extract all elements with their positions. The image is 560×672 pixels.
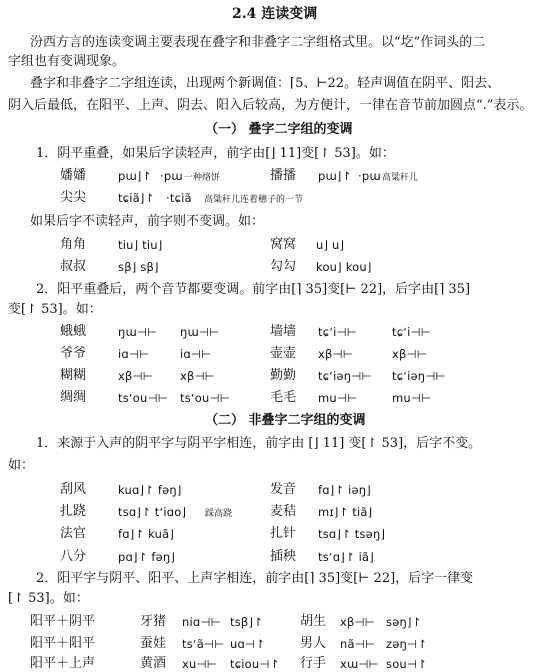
ipa-transcription: tsʻã⊣⊢: [182, 637, 225, 651]
ipa-transcription: iɑ⊣⊢: [180, 347, 212, 361]
example-word: 扎针: [270, 526, 297, 541]
ipa-transcription: uɑ⊣↾: [230, 637, 266, 651]
ipa-transcription: fɑ⌋↾ iəŋ⌋: [318, 483, 371, 497]
tone-category: 阳平＋阴平: [30, 614, 96, 629]
example-word: 黄酒: [140, 656, 167, 671]
example-word: 毛毛: [270, 390, 297, 405]
rule-text: 如果后字不读轻声，前字则不变调。如：: [30, 214, 265, 229]
ipa-transcription: xɯ⊣⊢: [340, 657, 379, 671]
rule-text: 变[↾ 53]。如：: [8, 302, 102, 317]
ipa-transcription: kou⌋ kou⌋: [316, 260, 372, 274]
example-word: 壶壶: [270, 346, 297, 361]
ipa-transcription: iɑ⊣⊢: [118, 347, 150, 361]
example-word: 叔叔: [60, 259, 87, 274]
ipa-transcription: ·pɯ: [358, 169, 381, 183]
section-title: 2.4 连读变调: [232, 6, 318, 22]
gloss-note: 踩高跷: [205, 509, 233, 519]
intro-line: 阴入后最低，在阳平、上声、阴去、阳入后较高，为方便计，一律在音节前加圆点“.”表示。: [8, 98, 533, 113]
ipa-transcription: tɕiou⊣↾: [230, 657, 280, 671]
example-word: 嬏嬏: [60, 168, 87, 183]
intro-line: 字组也有变调现象。: [8, 54, 126, 69]
example-word: 爷爷: [60, 346, 87, 361]
ipa-transcription: ŋɯ⊣⊢: [118, 325, 158, 339]
ipa-transcription: pɯ⌋↾: [318, 169, 352, 183]
example-word: 行手: [300, 656, 327, 671]
ipa-transcription: səŋ⌋↾: [386, 615, 422, 629]
ipa-transcription: tsβ⌋↾: [230, 615, 263, 629]
ipa-transcription: tɕʻiəŋ⊣⊢: [392, 369, 446, 383]
intro-line: 汾西方言的连读变调主要表现在叠字和非叠字二字组格式里。以“圪”作词头的二: [30, 35, 486, 50]
example-word: 男人: [300, 636, 327, 651]
example-word: 牙猪: [140, 614, 167, 629]
ipa-transcription: zəŋ⊣↾: [386, 637, 428, 651]
ipa-transcription: tsɑ⌋↾ tʻiɑo⌋: [118, 505, 187, 519]
example-word: 蚕娃: [140, 636, 167, 651]
rule-text: 2．阳平重叠后，两个音节都要变调。前字由[⌉ 35]变[⊢ 22]，后字由[⌉ 35]: [36, 282, 471, 297]
example-word: 勾勾: [270, 259, 297, 274]
ipa-transcription: ·tɕiã: [166, 191, 192, 205]
tone-category: 阳平＋阳平: [30, 636, 96, 651]
ipa-transcription: tsʻɑ⌋↾ iã⌋: [318, 550, 374, 564]
ipa-transcription: u⌋ u⌋: [316, 238, 345, 252]
ipa-transcription: tsʻou⊣⊢: [118, 391, 168, 405]
example-word: 发音: [270, 482, 297, 497]
example-word: 扎跷: [60, 504, 87, 519]
ipa-transcription: sβ⌋ sβ⌋: [118, 260, 159, 274]
ipa-transcription: mu⊣⊢: [318, 391, 358, 405]
ipa-transcription: xβ⊣⊢: [118, 369, 153, 383]
example-word: 胡生: [300, 614, 327, 629]
ipa-transcription: xu⊣⊢: [182, 657, 217, 671]
ipa-transcription: nã⊣⊢: [340, 637, 376, 651]
example-word: 蛾蛾: [60, 324, 87, 339]
example-word: 墙墙: [270, 324, 297, 339]
ipa-transcription: xβ⊣⊢: [180, 369, 215, 383]
ipa-transcription: sou⊣↾: [386, 657, 427, 671]
example-word: 勤勤: [270, 368, 297, 383]
ipa-transcription: niɑ⊣⊢: [182, 615, 221, 629]
rule-text: 如：: [8, 458, 35, 473]
example-word: 八分: [60, 549, 87, 564]
example-word: 播播: [270, 168, 297, 183]
ipa-transcription: tɕiã⌋↾: [118, 191, 155, 205]
gloss-note: 一种烙饼: [184, 173, 221, 183]
example-word: 角角: [60, 237, 87, 252]
subsection-heading: （一） 叠字二字组的变调: [205, 122, 353, 137]
tone-category: 阳平＋上声: [30, 656, 96, 671]
example-word: 麦秸: [270, 504, 297, 519]
ipa-transcription: tsɑ⌋↾ tsəŋ⌋: [318, 527, 386, 541]
ipa-transcription: tɕʻi⊣⊢: [392, 325, 431, 339]
ipa-transcription: pɯ⌋↾: [118, 169, 152, 183]
rule-text: 2．阳平字与阴平、阳平、上声字相连，前字由[⌉ 35]变[⊢ 22]，后字一律变: [36, 571, 474, 586]
gloss-note: 高粱秆儿连着穗子的一节: [204, 195, 304, 205]
ipa-transcription: xβ⊣⊢: [318, 347, 353, 361]
example-word: 糊糊: [60, 368, 87, 383]
ipa-transcription: kuɑ⌋↾ fəŋ⌋: [118, 483, 182, 497]
ipa-transcription: mɪ⌋↾ tiã⌋: [318, 505, 373, 519]
example-word: 窝窝: [270, 237, 297, 252]
ipa-transcription: xβ⊣⊢: [392, 347, 427, 361]
ipa-transcription: tsʻou⊣⊢: [180, 391, 230, 405]
example-word: 绸绸: [60, 390, 87, 405]
gloss-note: 高粱秆儿: [382, 173, 419, 183]
ipa-transcription: tɕʻiəŋ⊣⊢: [318, 369, 372, 383]
ipa-transcription: ŋɯ⊣⊢: [180, 325, 220, 339]
ipa-transcription: fɑ⌋↾ kuã⌋: [118, 527, 175, 541]
example-word: 刮风: [60, 482, 87, 497]
ipa-transcription: pɑ⌋↾ fəŋ⌋: [118, 550, 176, 564]
ipa-transcription: mu⊣⊢: [392, 391, 432, 405]
subsection-heading: （二） 非叠字二字组的变调: [205, 413, 366, 428]
intro-line: 叠字和非叠字二字组连读，出现两个新调值：⌈5、⊢22。轻声调值在阴平、阳去、: [30, 76, 501, 91]
rule-text: 1．阴平重叠，如果后字读轻声，前字由[⌋ 11]变[↾ 53]。如：: [36, 146, 395, 161]
ipa-transcription: xβ⊣⊢: [340, 615, 375, 629]
example-word: 法官: [60, 526, 87, 541]
ipa-transcription: ·pɯ: [160, 169, 183, 183]
rule-text: [↾ 53]。如：: [8, 591, 89, 606]
rule-text: 1．来源于入声的阴平字与阴平字相连，前字由 [⌋ 11] 变[↾ 53]，后字不变。: [36, 436, 482, 451]
example-word: 尖尖: [60, 190, 87, 205]
example-word: 插秧: [270, 549, 297, 564]
ipa-transcription: tiu⌋ tiu⌋: [118, 238, 163, 252]
ipa-transcription: tɕʻi⊣⊢: [318, 325, 357, 339]
